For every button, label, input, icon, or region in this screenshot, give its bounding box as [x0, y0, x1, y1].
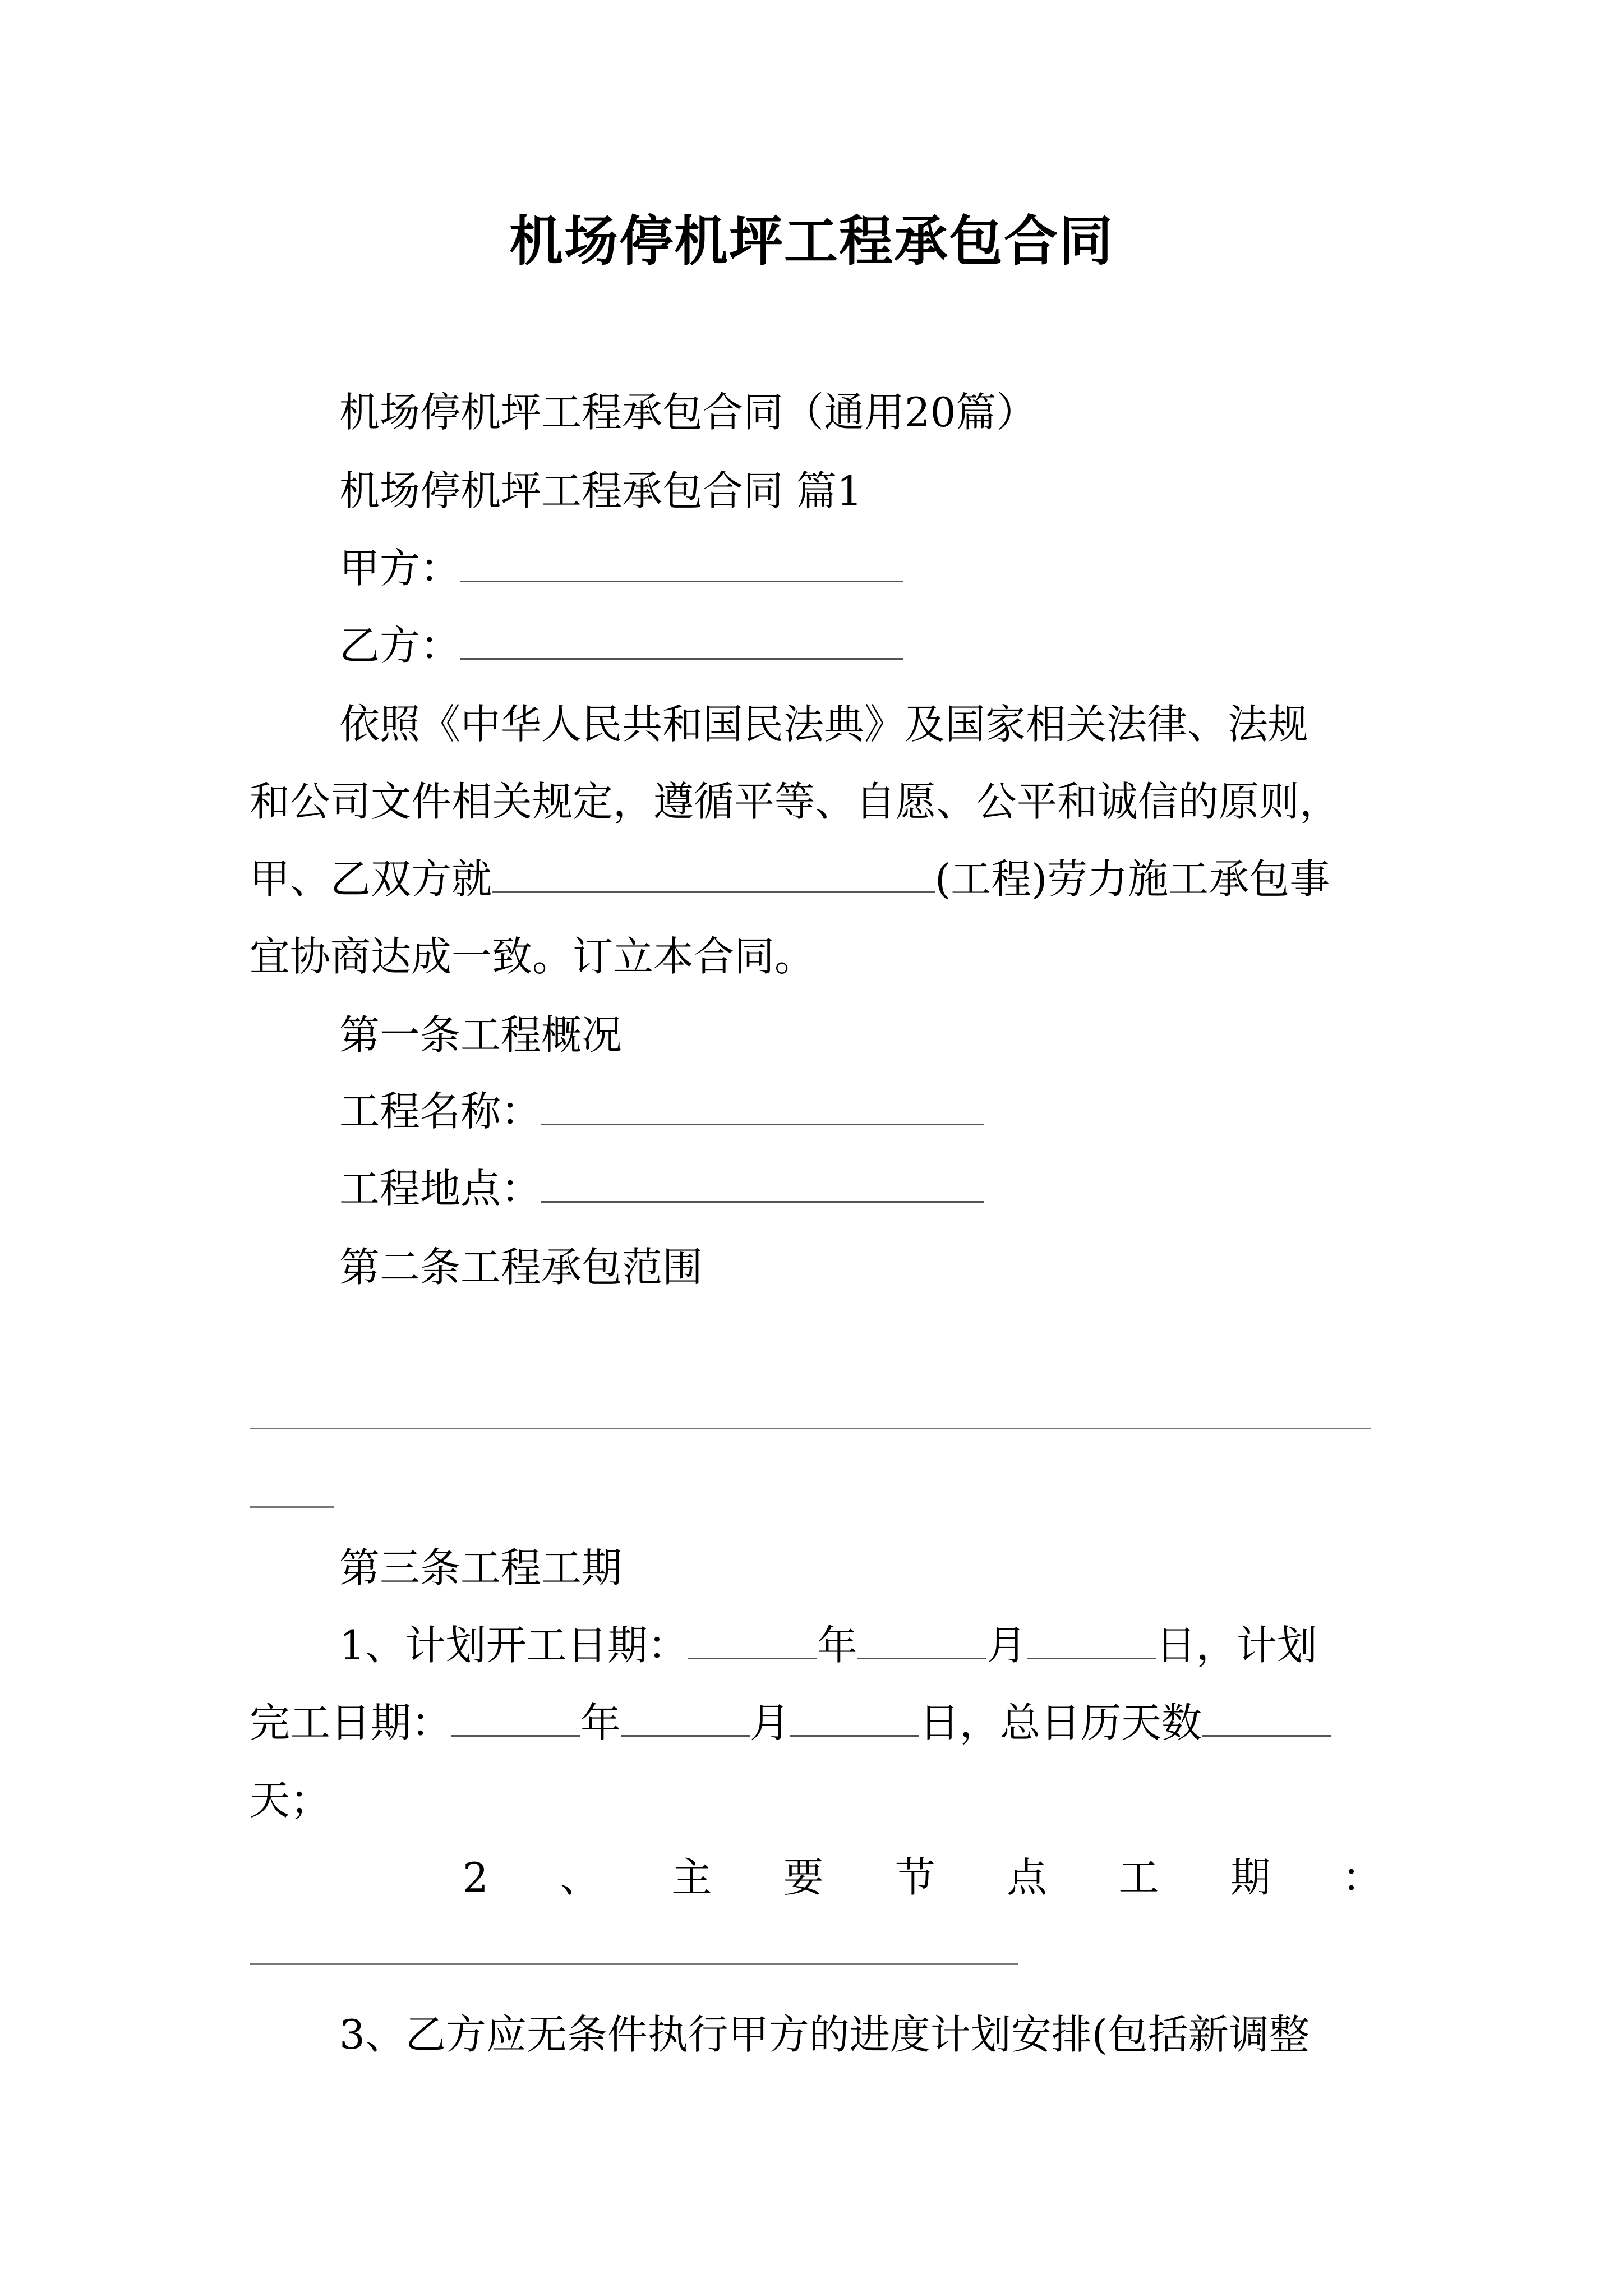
planned-start-label: 1、计划开工日期：	[339, 1622, 688, 1669]
article-2-heading: 第二条工程承包范围	[339, 1244, 703, 1291]
project-name-label: 工程名称：	[339, 1088, 542, 1135]
item-2-char: 要	[783, 1854, 824, 1901]
intro-line-3-start: 甲、乙双方就	[250, 855, 492, 903]
item-2-line	[250, 1847, 1382, 1908]
scope-blank-line-2	[250, 1506, 334, 1508]
intro-line-2: 和公司文件相关规定，遵循平等、自愿、公平和诚信的原则，	[250, 778, 1340, 825]
item-1-line-2	[250, 1692, 1331, 1754]
item-2-char: 节	[895, 1854, 935, 1901]
article-3-heading: 第三条工程工期	[339, 1544, 623, 1591]
article-1-heading: 第一条工程概况	[339, 1011, 623, 1059]
project-blank	[492, 858, 935, 893]
document-title: 机场停机坪工程承包合同	[509, 209, 1114, 273]
intro-line-1: 依照《中华人民共和国民法典》及国家相关法律、法规	[339, 701, 1309, 748]
start-year-blank	[688, 1624, 817, 1659]
project-site-label: 工程地点：	[339, 1165, 542, 1212]
party-b-label: 乙方：	[339, 622, 461, 669]
party-b-line	[339, 615, 903, 677]
item-2-char: ：	[1341, 1854, 1382, 1901]
item-2-char: 期	[1230, 1854, 1271, 1901]
part-heading: 机场停机坪工程承包合同 篇1	[339, 467, 863, 514]
intro-line-3	[250, 848, 1330, 910]
start-month-blank	[857, 1624, 986, 1659]
item-1-line-1	[339, 1614, 1317, 1676]
year-label: 年	[580, 1699, 621, 1746]
scope-blank-line-1	[250, 1428, 1371, 1429]
party-b-blank	[460, 624, 903, 660]
project-name-blank	[541, 1090, 984, 1125]
project-site-line	[339, 1158, 984, 1220]
total-days-blank	[1202, 1701, 1331, 1737]
party-a-line	[339, 537, 903, 599]
year-label: 年	[817, 1622, 857, 1669]
start-day-blank	[1027, 1624, 1156, 1659]
item-1-line-3: 天；	[250, 1777, 331, 1824]
month-label: 月	[750, 1699, 791, 1746]
item-2-char: 工	[1118, 1854, 1159, 1901]
intro-line-4: 宜协商达成一致。订立本合同。	[250, 933, 815, 980]
item-3-line: 3、乙方应无条件执行甲方的进度计划安排(包括新调整	[339, 2011, 1310, 2058]
item-2-char: 主	[671, 1854, 712, 1901]
end-month-blank	[621, 1701, 750, 1737]
month-label: 月	[986, 1622, 1027, 1669]
item-2-char: 点	[1007, 1854, 1048, 1901]
intro-line-3-end: (工程)劳力施工承包事	[935, 855, 1330, 903]
end-year-blank	[451, 1701, 580, 1737]
item-2-char: 2	[463, 1854, 488, 1901]
project-name-line	[339, 1080, 984, 1142]
document-subtitle: 机场停机坪工程承包合同（通用20篇）	[339, 389, 1037, 436]
project-site-blank	[541, 1167, 984, 1203]
completion-label: 完工日期：	[250, 1699, 452, 1746]
milestone-blank-line	[250, 1963, 1018, 1965]
day-plan-label: 日，计划	[1155, 1622, 1317, 1669]
end-day-blank	[790, 1701, 919, 1737]
party-a-label: 甲方：	[339, 545, 461, 592]
total-days-label: 日，总日历天数	[919, 1699, 1202, 1746]
item-2-char: 、	[560, 1854, 601, 1901]
party-a-blank	[460, 547, 903, 582]
